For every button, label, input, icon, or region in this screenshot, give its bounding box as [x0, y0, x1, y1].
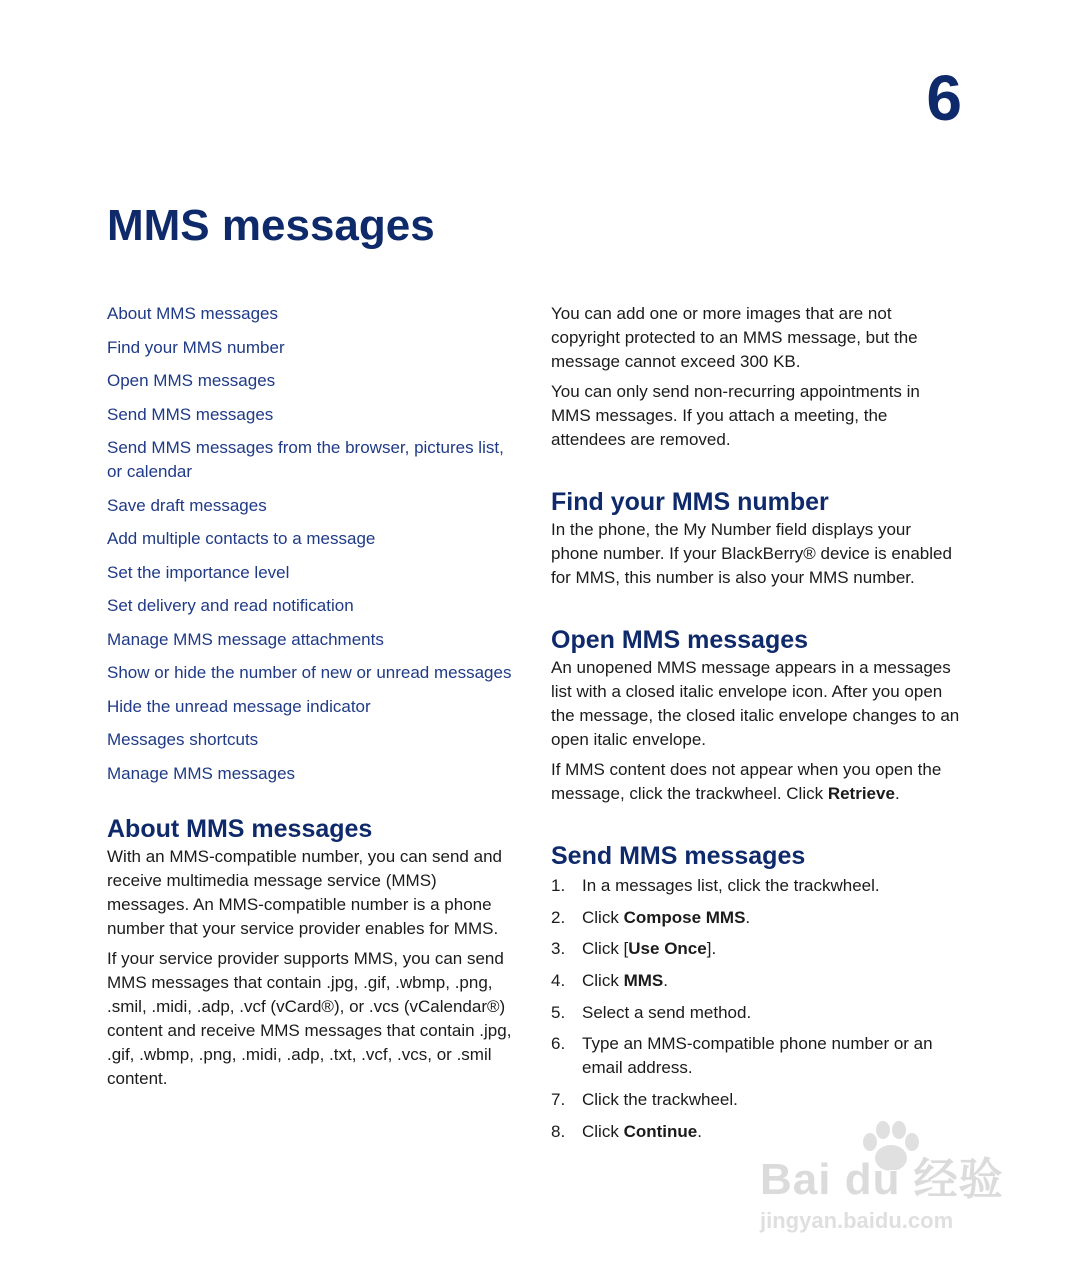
page-title: MMS messages — [107, 201, 435, 250]
toc-item — [107, 695, 517, 719]
toc-item — [107, 728, 517, 752]
toc-link-add-contacts[interactable]: Add multiple contacts to a message — [107, 529, 376, 548]
step-item: 6. Type an MMS-compatible phone number or an email address. — [551, 1034, 933, 1078]
toc-link-show-hide-number[interactable]: Show or hide the number of new or unread messages — [107, 663, 512, 682]
toc-link-send-from-browser[interactable]: Send MMS messages from the browser, pictures list, or calendar — [107, 438, 504, 481]
baidu-watermark — [752, 1118, 1012, 1238]
toc-link-save-draft[interactable]: Save draft messages — [107, 495, 267, 515]
toc-item — [107, 762, 517, 786]
section-heading-about: About MMS messages — [107, 814, 373, 843]
intro-paragraph-1: You can add one or more images that are not copyright protected to an MMS message, but the message cannot exceed 300 KB. — [551, 304, 918, 371]
toc-item — [107, 436, 517, 484]
toc-item — [107, 561, 517, 585]
toc-item — [107, 594, 517, 618]
about-paragraph-2: If your service provider supports MMS, you can send MMS messages that contain .jpg, .gif, .wbmp, .png, .smil, .midi, .adp, .vcf (vCard®), or .vcs (vCalendar®) content and receive MMS messages that contain .jpg, .gif, .wbmp, .png, .midi, .adp, .txt, .vcf, .vcs, or .smil content. — [107, 948, 512, 1088]
right-column — [551, 302, 961, 1152]
toc-link-importance[interactable]: Set the importance level — [107, 562, 290, 582]
toc-link-send[interactable]: Send MMS messages — [107, 404, 274, 424]
step-item: 3. Click [Use Once]. — [551, 939, 717, 959]
intro-paragraph-2: You can only send non-recurring appointments in MMS messages. If you attach a meeting, the attendees are removed. — [551, 382, 920, 449]
toc-link-attachments[interactable]: Manage MMS message attachments — [107, 629, 384, 649]
step-item: 7. Click the trackwheel. — [551, 1090, 738, 1110]
section-heading-send: Send MMS messages — [551, 842, 806, 870]
open-paragraph-2: If MMS content does not appear when you open the message, click the trackwheel. Click Retrieve. — [551, 760, 942, 803]
toc-item — [107, 628, 517, 652]
toc-link-about[interactable]: About MMS messages — [107, 304, 279, 323]
about-paragraph-1: With an MMS-compatible number, you can send and receive multimedia message service (MMS) messages. An MMS-compatible number is a phone number that your service provider enables for MMS. — [107, 846, 502, 938]
retrieve-command: Retrieve — [827, 784, 895, 803]
step-item: 5. Select a send method. — [551, 1002, 752, 1022]
send-steps-list — [551, 874, 961, 1144]
find-number-paragraph: In the phone, the My Number field displays your phone number. If your BlackBerry® device is enabled for MMS, this number is also your MMS number. — [551, 520, 952, 587]
toc-link-shortcuts[interactable]: Messages shortcuts — [107, 730, 259, 749]
section-heading-find-number: Find your MMS number — [551, 488, 829, 516]
toc-item — [107, 527, 517, 551]
toc-link-delivery[interactable]: Set delivery and read notification — [107, 596, 354, 615]
toc-item — [107, 336, 517, 360]
toc-item — [107, 661, 517, 685]
toc-link-find-number[interactable]: Find your MMS number — [107, 337, 285, 357]
toc-item — [107, 369, 517, 393]
chapter-number: 6 — [926, 62, 962, 134]
table-of-contents — [107, 302, 517, 786]
watermark-url: jingyan.baidu.com — [760, 1208, 954, 1233]
toc-link-hide-indicator[interactable]: Hide the unread message indicator — [107, 696, 371, 716]
step-item: 4. Click MMS. — [551, 971, 668, 991]
step-item: 8. Click Continue. — [551, 1121, 702, 1141]
toc-item — [107, 403, 517, 427]
section-heading-open: Open MMS messages — [551, 626, 809, 654]
step-item: 2. Click Compose MMS. — [551, 907, 751, 927]
toc-link-open[interactable]: Open MMS messages — [107, 371, 276, 390]
step-item: 1. In a messages list, click the trackwheel. — [551, 876, 880, 895]
toc-link-manage[interactable]: Manage MMS messages — [107, 763, 296, 783]
toc-item — [107, 302, 517, 326]
open-paragraph-1: An unopened MMS message appears in a messages list with a closed italic envelope icon. After you open the message, the closed italic envelope changes to an open italic envelope. — [551, 658, 960, 749]
left-column — [107, 302, 517, 1091]
toc-item — [107, 494, 517, 518]
watermark-brand: Bai du 经验 — [760, 1155, 1004, 1204]
